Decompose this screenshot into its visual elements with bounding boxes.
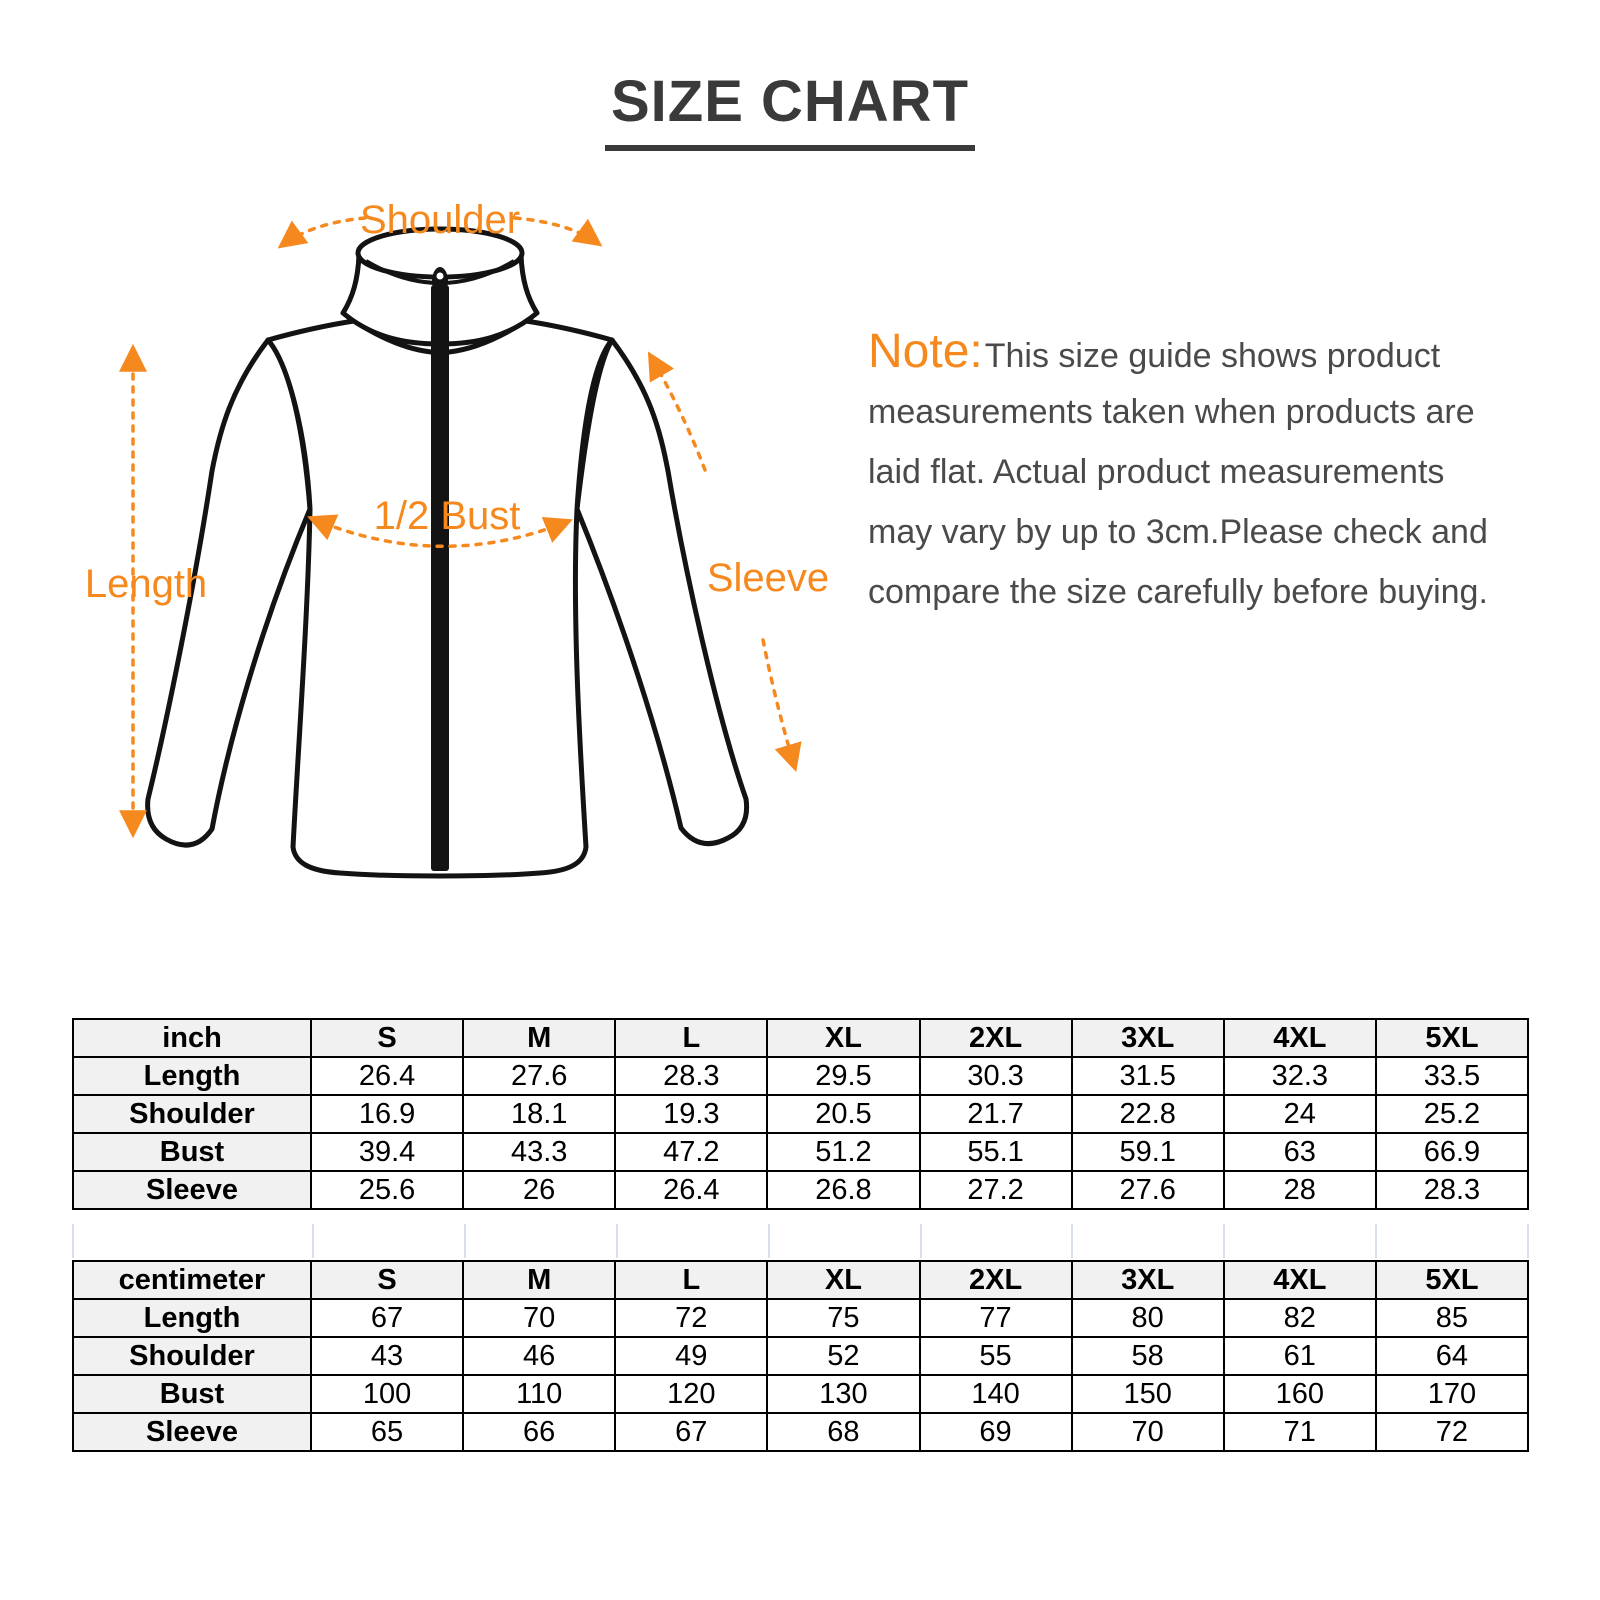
value-cell: 18.1	[463, 1095, 615, 1133]
table-header-row	[73, 1019, 1528, 1057]
value-cell: 64	[1376, 1337, 1528, 1375]
value-cell: 59.1	[1072, 1133, 1224, 1171]
gridline-cell	[1073, 1224, 1225, 1258]
value-cell: 75	[767, 1299, 919, 1337]
size-header-cell: L	[615, 1261, 767, 1299]
value-cell: 72	[1376, 1413, 1528, 1451]
value-cell: 27.6	[463, 1057, 615, 1095]
value-cell: 26	[463, 1171, 615, 1209]
value-cell: 140	[920, 1375, 1072, 1413]
note-block	[868, 322, 1538, 622]
size-header-cell: M	[463, 1019, 615, 1057]
value-cell: 150	[1072, 1375, 1224, 1413]
size-header-cell: 5XL	[1376, 1261, 1528, 1299]
value-cell: 58	[1072, 1337, 1224, 1375]
value-cell: 16.9	[311, 1095, 463, 1133]
table-header-row	[73, 1261, 1528, 1299]
size-table-centimeter	[72, 1260, 1529, 1452]
value-cell: 69	[920, 1413, 1072, 1451]
value-cell: 67	[615, 1413, 767, 1451]
table-row	[73, 1133, 1528, 1171]
size-header-cell: XL	[767, 1261, 919, 1299]
row-label-cell: Length	[73, 1299, 311, 1337]
value-cell: 130	[767, 1375, 919, 1413]
value-cell: 39.4	[311, 1133, 463, 1171]
value-cell: 66.9	[1376, 1133, 1528, 1171]
value-cell: 85	[1376, 1299, 1528, 1337]
table-row	[73, 1413, 1528, 1451]
value-cell: 26.4	[311, 1057, 463, 1095]
value-cell: 25.6	[311, 1171, 463, 1209]
gridline-cell	[1225, 1224, 1377, 1258]
size-header-cell: 4XL	[1224, 1019, 1376, 1057]
size-header-cell: XL	[767, 1019, 919, 1057]
value-cell: 25.2	[1376, 1095, 1528, 1133]
size-header-cell: S	[311, 1019, 463, 1057]
value-cell: 72	[615, 1299, 767, 1337]
value-cell: 28.3	[615, 1057, 767, 1095]
table-row	[73, 1171, 1528, 1209]
value-cell: 43	[311, 1337, 463, 1375]
value-cell: 20.5	[767, 1095, 919, 1133]
shoulder-arrow-left	[281, 218, 365, 246]
size-header-cell: 2XL	[920, 1019, 1072, 1057]
value-cell: 27.2	[920, 1171, 1072, 1209]
size-header-cell: S	[311, 1261, 463, 1299]
value-cell: 77	[920, 1299, 1072, 1337]
page-title-wrap	[600, 68, 980, 151]
size-header-cell: 2XL	[920, 1261, 1072, 1299]
gridline-cell	[72, 1224, 314, 1258]
bust-label: 1/2 Bust	[373, 494, 521, 538]
gridline-cell	[314, 1224, 466, 1258]
gridline-cell	[922, 1224, 1074, 1258]
value-cell: 63	[1224, 1133, 1376, 1171]
value-cell: 170	[1376, 1375, 1528, 1413]
jacket-measurement-diagram	[60, 185, 860, 885]
value-cell: 100	[311, 1375, 463, 1413]
value-cell: 55.1	[920, 1133, 1072, 1171]
sleeve-arrow-lower	[763, 640, 795, 768]
shoulder-label: Shoulder	[359, 198, 521, 242]
row-label-cell: Sleeve	[73, 1413, 311, 1451]
value-cell: 26.8	[767, 1171, 919, 1209]
row-label-cell: Sleeve	[73, 1171, 311, 1209]
table-row	[73, 1299, 1528, 1337]
value-cell: 61	[1224, 1337, 1376, 1375]
value-cell: 32.3	[1224, 1057, 1376, 1095]
value-cell: 19.3	[615, 1095, 767, 1133]
value-cell: 28.3	[1376, 1171, 1528, 1209]
gridline-cell	[466, 1224, 618, 1258]
value-cell: 68	[767, 1413, 919, 1451]
note-line: measurements taken when products are	[868, 393, 1475, 431]
row-label-cell: Shoulder	[73, 1095, 311, 1133]
row-label-cell: Length	[73, 1057, 311, 1095]
size-header-cell: 4XL	[1224, 1261, 1376, 1299]
gridline-cell	[618, 1224, 770, 1258]
value-cell: 70	[463, 1299, 615, 1337]
gridline-cell	[770, 1224, 922, 1258]
note-line: laid flat. Actual product measurements	[868, 453, 1445, 491]
value-cell: 160	[1224, 1375, 1376, 1413]
value-cell: 46	[463, 1337, 615, 1375]
value-cell: 82	[1224, 1299, 1376, 1337]
value-cell: 27.6	[1072, 1171, 1224, 1209]
table-row	[73, 1375, 1528, 1413]
value-cell: 70	[1072, 1413, 1224, 1451]
table-row	[73, 1057, 1528, 1095]
size-table-inch	[72, 1018, 1529, 1210]
value-cell: 65	[311, 1413, 463, 1451]
value-cell: 26.4	[615, 1171, 767, 1209]
value-cell: 49	[615, 1337, 767, 1375]
value-cell: 30.3	[920, 1057, 1072, 1095]
sleeve-label: Sleeve	[706, 556, 830, 600]
shoulder-arrow-right	[515, 218, 599, 244]
value-cell: 24	[1224, 1095, 1376, 1133]
table-row	[73, 1095, 1528, 1133]
size-header-cell: L	[615, 1019, 767, 1057]
size-header-cell: 3XL	[1072, 1261, 1224, 1299]
note-line: compare the size carefully before buying.	[868, 573, 1488, 611]
note-label: Note:	[868, 325, 983, 378]
value-cell: 80	[1072, 1299, 1224, 1337]
unit-header-cell: centimeter	[73, 1261, 311, 1299]
value-cell: 43.3	[463, 1133, 615, 1171]
note-line	[868, 322, 1538, 382]
table-row	[73, 1337, 1528, 1375]
gridline-cell	[1377, 1224, 1529, 1258]
value-cell: 71	[1224, 1413, 1376, 1451]
note-text: This size guide shows product	[984, 337, 1441, 375]
size-header-cell: 5XL	[1376, 1019, 1528, 1057]
value-cell: 67	[311, 1299, 463, 1337]
jacket-zipper	[431, 267, 449, 871]
spreadsheet-gridline-gap	[72, 1224, 1529, 1258]
value-cell: 21.7	[920, 1095, 1072, 1133]
row-label-cell: Bust	[73, 1133, 311, 1171]
size-header-cell: M	[463, 1261, 615, 1299]
value-cell: 55	[920, 1337, 1072, 1375]
note-line: may vary by up to 3cm.Please check and	[868, 513, 1488, 551]
value-cell: 66	[463, 1413, 615, 1451]
value-cell: 52	[767, 1337, 919, 1375]
value-cell: 120	[615, 1375, 767, 1413]
value-cell: 51.2	[767, 1133, 919, 1171]
size-header-cell: 3XL	[1072, 1019, 1224, 1057]
row-label-cell: Bust	[73, 1375, 311, 1413]
value-cell: 22.8	[1072, 1095, 1224, 1133]
length-label: Length	[84, 562, 208, 606]
value-cell: 29.5	[767, 1057, 919, 1095]
value-cell: 28	[1224, 1171, 1376, 1209]
row-label-cell: Shoulder	[73, 1337, 311, 1375]
value-cell: 47.2	[615, 1133, 767, 1171]
unit-header-cell: inch	[73, 1019, 311, 1057]
page-title: SIZE CHART	[605, 68, 975, 151]
value-cell: 31.5	[1072, 1057, 1224, 1095]
value-cell: 110	[463, 1375, 615, 1413]
value-cell: 33.5	[1376, 1057, 1528, 1095]
